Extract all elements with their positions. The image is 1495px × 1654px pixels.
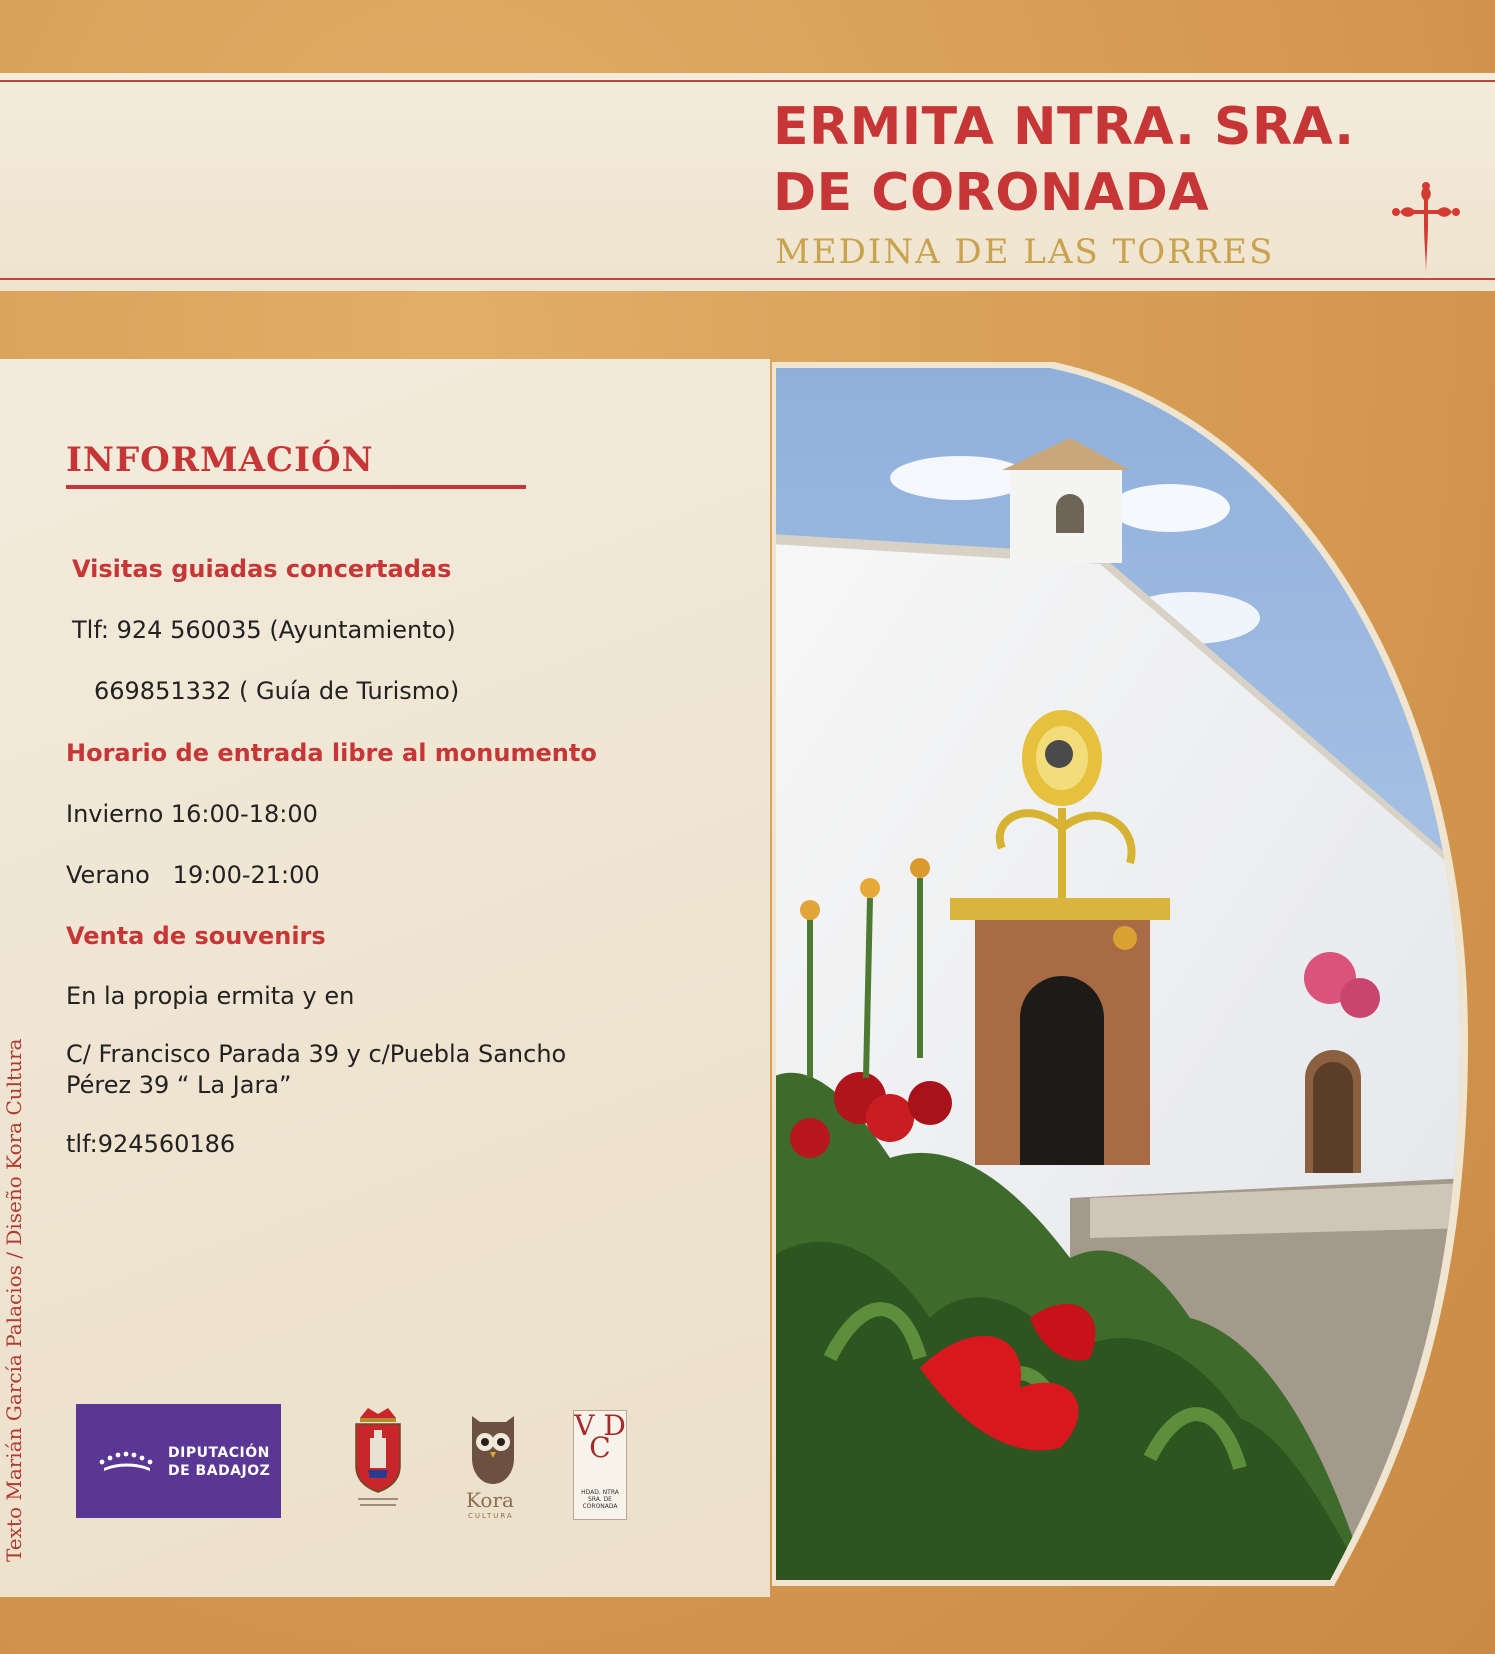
diputacion-line2: DE BADAJOZ	[168, 1463, 271, 1479]
kora-logo-subtext: CULTURA	[468, 1512, 514, 1520]
diputacion-line1: DIPUTACIÓN	[168, 1445, 270, 1461]
page-title-line2: DE CORONADA	[773, 163, 1210, 223]
vdc-sub-line3: CORONADA	[582, 1503, 618, 1510]
vdc-sub-line2: SRA. DE	[588, 1496, 612, 1503]
header-bottom-line	[0, 278, 1495, 280]
hours-heading: Horario de entrada libre al monumento	[66, 739, 597, 767]
souvenir-location: En la propia ermita y en	[66, 982, 355, 1010]
header-top-line	[0, 80, 1495, 82]
address-line1: C/ Francisco Parada 39 y c/Puebla Sancho	[66, 1040, 567, 1068]
info-title-underline	[66, 485, 526, 489]
medina-coat-of-arms-icon	[346, 1404, 410, 1514]
visits-heading: Visitas guiadas concertadas	[72, 555, 452, 583]
page-subtitle: MEDINA DE LAS TORRES	[775, 232, 1275, 272]
kora-logo-text: Kora	[466, 1488, 514, 1512]
hermitage-photo	[770, 358, 1470, 1590]
vdc-hermandad-logo	[573, 1410, 627, 1520]
vdc-letters: V D C	[574, 1409, 626, 1464]
address-line2: Pérez 39 “ La Jara”	[66, 1071, 292, 1099]
phone-guide: 669851332 ( Guía de Turismo)	[94, 677, 460, 705]
phone-ayuntamiento: Tlf: 924 560035 (Ayuntamiento)	[72, 616, 456, 644]
winter-hours: Invierno 16:00-18:00	[66, 800, 318, 828]
credit-text: Texto Marián García Palacios / Diseño Kora Cultura	[2, 1038, 26, 1562]
diputacion-badajoz-logo	[76, 1404, 281, 1518]
diputacion-crown-icon	[96, 1446, 162, 1476]
info-title: INFORMACIÓN	[66, 440, 374, 480]
cross-of-santiago-icon	[1388, 180, 1464, 280]
vdc-sub-line1: HDAD. NTRA	[581, 1489, 619, 1496]
page-title-line1: ERMITA NTRA. SRA.	[773, 97, 1355, 157]
souvenir-heading: Venta de souvenirs	[66, 922, 326, 950]
summer-hours: Verano 19:00-21:00	[66, 861, 320, 889]
shop-phone: tlf:924560186	[66, 1130, 236, 1158]
